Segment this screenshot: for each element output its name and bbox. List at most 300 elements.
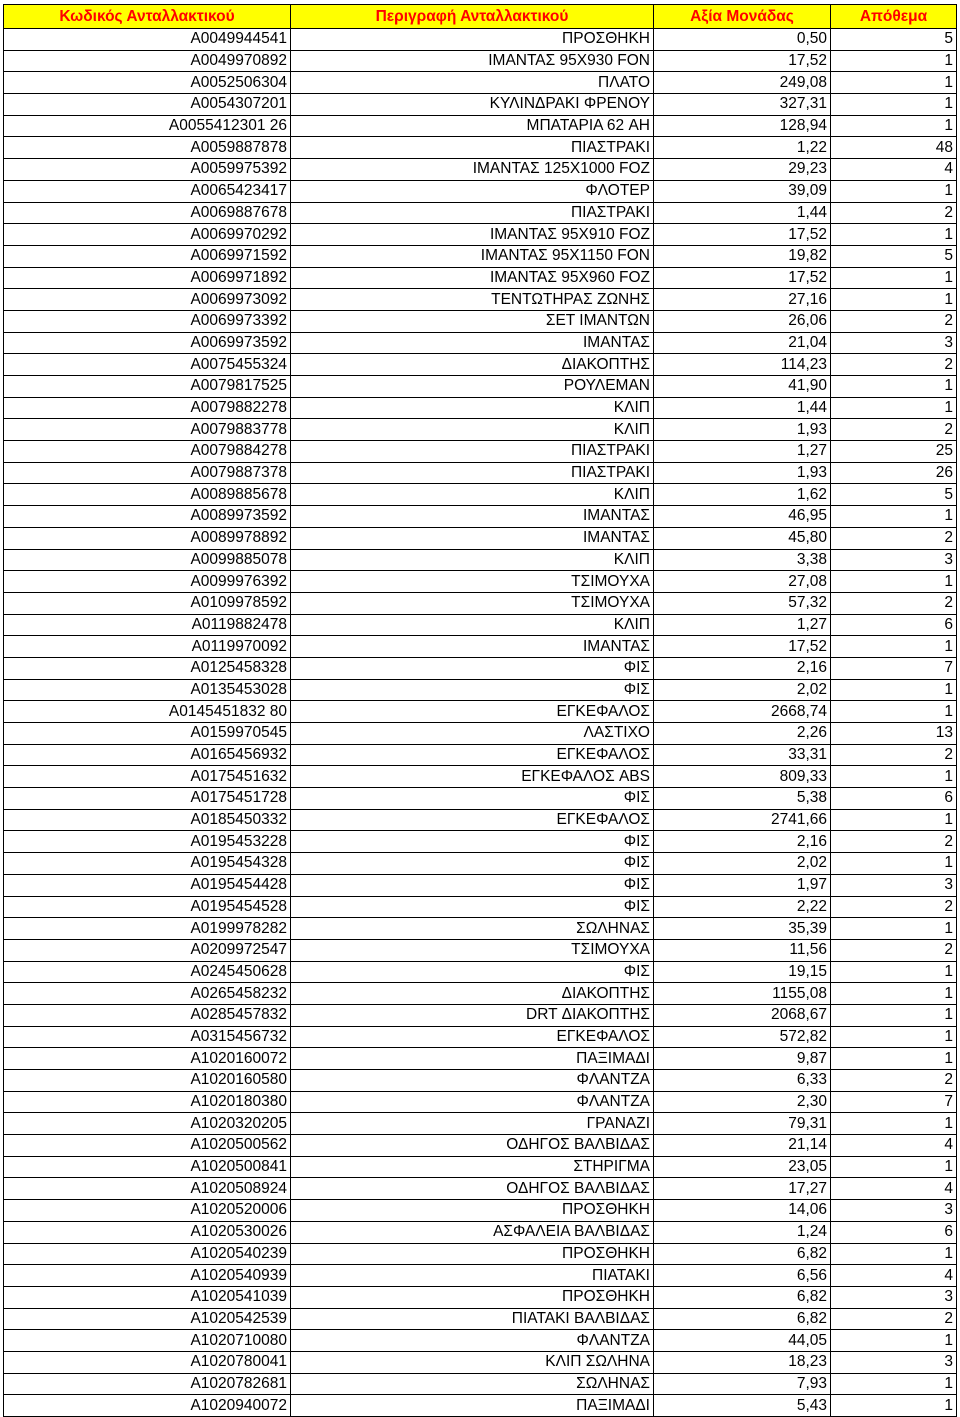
cell-stock: 2	[831, 354, 957, 376]
cell-stock: 3	[831, 332, 957, 354]
cell-unit-value: 1,27	[654, 441, 831, 463]
cell-unit-value: 46,95	[654, 506, 831, 528]
cell-stock: 1	[831, 1113, 957, 1135]
cell-part-code: A0079883778	[4, 419, 291, 441]
cell-part-code: A0135453028	[4, 679, 291, 701]
cell-stock: 3	[831, 549, 957, 571]
parts-table	[3, 4, 957, 1417]
cell-part-code: A0075455324	[4, 354, 291, 376]
cell-unit-value: 17,52	[654, 267, 831, 289]
cell-part-code: A0069970292	[4, 224, 291, 246]
table-row	[4, 419, 957, 441]
table-row	[4, 766, 957, 788]
cell-part-code: A0185450332	[4, 809, 291, 831]
cell-stock: 1	[831, 1330, 957, 1352]
cell-part-description: ΣΤΗΡΙΓΜΑ	[291, 1156, 654, 1178]
cell-unit-value: 1,93	[654, 462, 831, 484]
table-row	[4, 245, 957, 267]
cell-part-description: ΙΜΑΝΤΑΣ	[291, 332, 654, 354]
cell-part-code: A0285457832	[4, 1004, 291, 1026]
cell-part-description: ΠΙΑΤΑΚΙ ΒΑΛΒΙΔΑΣ	[291, 1308, 654, 1330]
table-row	[4, 918, 957, 940]
cell-part-code: A0069973092	[4, 289, 291, 311]
cell-part-description: ΦΙΣ	[291, 657, 654, 679]
cell-unit-value: 2,30	[654, 1091, 831, 1113]
cell-unit-value: 35,39	[654, 918, 831, 940]
cell-unit-value: 128,94	[654, 115, 831, 137]
cell-part-code: A0159970545	[4, 723, 291, 745]
cell-stock: 6	[831, 1221, 957, 1243]
table-row	[4, 679, 957, 701]
cell-part-description: ΠΡΟΣΘΗΚΗ	[291, 29, 654, 51]
cell-part-code: A1020500562	[4, 1135, 291, 1157]
cell-stock: 1	[831, 853, 957, 875]
cell-unit-value: 1,24	[654, 1221, 831, 1243]
cell-stock: 1	[831, 961, 957, 983]
cell-part-code: A0069971592	[4, 245, 291, 267]
cell-stock: 2	[831, 744, 957, 766]
table-row	[4, 72, 957, 94]
cell-part-description: ΠΡΟΣΘΗΚΗ	[291, 1243, 654, 1265]
cell-stock: 1	[831, 983, 957, 1005]
table-row	[4, 701, 957, 723]
cell-stock: 1	[831, 397, 957, 419]
cell-part-code: A0079817525	[4, 376, 291, 398]
cell-part-description: ΠΛΑΤΟ	[291, 72, 654, 94]
table-row	[4, 571, 957, 593]
cell-part-description: ΤΣΙΜΟΥΧΑ	[291, 939, 654, 961]
table-row	[4, 332, 957, 354]
table-row	[4, 137, 957, 159]
cell-part-description: ΠΙΑΣΤΡΑΚΙ	[291, 441, 654, 463]
cell-part-code: A0059887878	[4, 137, 291, 159]
cell-unit-value: 17,52	[654, 636, 831, 658]
cell-part-description: ΑΣΦΑΛΕΙΑ ΒΑΛΒΙΔΑΣ	[291, 1221, 654, 1243]
table-row	[4, 723, 957, 745]
cell-part-code: A0079887378	[4, 462, 291, 484]
cell-stock: 5	[831, 29, 957, 51]
cell-unit-value: 2,02	[654, 679, 831, 701]
cell-part-description: ΦΛΑΝΤΖΑ	[291, 1330, 654, 1352]
cell-unit-value: 6,56	[654, 1265, 831, 1287]
cell-unit-value: 6,82	[654, 1308, 831, 1330]
cell-part-description: ΚΛΙΠ	[291, 614, 654, 636]
cell-part-description: ΤΣΙΜΟΥΧΑ	[291, 592, 654, 614]
table-row	[4, 224, 957, 246]
cell-part-code: A1020940072	[4, 1395, 291, 1417]
table-row	[4, 1330, 957, 1352]
cell-stock: 2	[831, 202, 957, 224]
cell-unit-value: 26,06	[654, 310, 831, 332]
cell-stock: 1	[831, 224, 957, 246]
table-row	[4, 527, 957, 549]
cell-part-description: ΙΜΑΝΤΑΣ 95X960 FOZ	[291, 267, 654, 289]
table-row	[4, 1135, 957, 1157]
table-row	[4, 549, 957, 571]
cell-unit-value: 1,62	[654, 484, 831, 506]
cell-part-description: ΔΙΑΚΟΠΤΗΣ	[291, 983, 654, 1005]
table-row	[4, 376, 957, 398]
cell-stock: 3	[831, 1200, 957, 1222]
cell-stock: 2	[831, 592, 957, 614]
cell-part-description: ΦΙΣ	[291, 831, 654, 853]
cell-part-description: ΦΙΣ	[291, 874, 654, 896]
cell-part-description: ΕΓΚΕΦΑΛΟΣ	[291, 809, 654, 831]
table-row	[4, 1048, 957, 1070]
table-row	[4, 1113, 957, 1135]
cell-stock: 6	[831, 788, 957, 810]
cell-part-code: A1020160072	[4, 1048, 291, 1070]
cell-part-code: A1020500841	[4, 1156, 291, 1178]
cell-unit-value: 2741,66	[654, 809, 831, 831]
cell-part-code: A1020710080	[4, 1330, 291, 1352]
cell-part-description: ΟΔΗΓΟΣ ΒΑΛΒΙΔΑΣ	[291, 1178, 654, 1200]
cell-part-description: ΙΜΑΝΤΑΣ 125X1000 FOZ	[291, 159, 654, 181]
cell-unit-value: 1,97	[654, 874, 831, 896]
cell-part-code: A0119882478	[4, 614, 291, 636]
cell-part-code: A0145451832 80	[4, 701, 291, 723]
cell-part-description: ΟΔΗΓΟΣ ΒΑΛΒΙΔΑΣ	[291, 1135, 654, 1157]
cell-stock: 1	[831, 1004, 957, 1026]
cell-stock: 1	[831, 701, 957, 723]
cell-part-description: ΠΑΞΙΜΑΔΙ	[291, 1048, 654, 1070]
table-row	[4, 592, 957, 614]
cell-part-description: ΦΙΣ	[291, 679, 654, 701]
cell-part-description: ΚΛΙΠ	[291, 397, 654, 419]
header-stock: Απόθεμα	[831, 5, 957, 29]
table-row	[4, 1373, 957, 1395]
cell-part-description: ΠΙΑΣΤΡΑΚΙ	[291, 462, 654, 484]
cell-stock: 4	[831, 1265, 957, 1287]
cell-unit-value: 18,23	[654, 1351, 831, 1373]
cell-part-code: A0079882278	[4, 397, 291, 419]
table-body	[4, 29, 957, 1417]
header-part-code: Κωδικός Ανταλλακτικού	[4, 5, 291, 29]
cell-unit-value: 27,08	[654, 571, 831, 593]
cell-unit-value: 11,56	[654, 939, 831, 961]
cell-part-description: ΠΡΟΣΘΗΚΗ	[291, 1286, 654, 1308]
cell-part-code: A0099885078	[4, 549, 291, 571]
cell-part-code: A0125458328	[4, 657, 291, 679]
cell-part-code: A0055412301 26	[4, 115, 291, 137]
cell-part-description: ΤΕΝΤΩΤΗΡΑΣ ΖΩΝΗΣ	[291, 289, 654, 311]
cell-part-description: ΚΥΛΙΝΔΡΑΚΙ ΦΡΕΝΟΥ	[291, 94, 654, 116]
cell-part-description: ΠΙΑΤΑΚΙ	[291, 1265, 654, 1287]
cell-stock: 2	[831, 896, 957, 918]
table-row	[4, 939, 957, 961]
cell-stock: 6	[831, 614, 957, 636]
cell-stock: 2	[831, 831, 957, 853]
cell-unit-value: 21,14	[654, 1135, 831, 1157]
cell-part-code: A0052506304	[4, 72, 291, 94]
cell-part-description: ΔΙΑΚΟΠΤΗΣ	[291, 354, 654, 376]
cell-stock: 1	[831, 1395, 957, 1417]
cell-part-description: ΙΜΑΝΤΑΣ 95X910 FOZ	[291, 224, 654, 246]
cell-part-code: A1020541039	[4, 1286, 291, 1308]
cell-stock: 1	[831, 679, 957, 701]
cell-unit-value: 2668,74	[654, 701, 831, 723]
table-row	[4, 614, 957, 636]
cell-stock: 1	[831, 376, 957, 398]
cell-part-code: A0265458232	[4, 983, 291, 1005]
cell-unit-value: 44,05	[654, 1330, 831, 1352]
cell-part-code: A0089978892	[4, 527, 291, 549]
cell-unit-value: 1,44	[654, 202, 831, 224]
cell-stock: 1	[831, 1026, 957, 1048]
cell-unit-value: 27,16	[654, 289, 831, 311]
table-row	[4, 874, 957, 896]
cell-stock: 7	[831, 1091, 957, 1113]
cell-part-code: A1020520006	[4, 1200, 291, 1222]
table-row	[4, 853, 957, 875]
cell-unit-value: 1,22	[654, 137, 831, 159]
cell-part-code: A0199978282	[4, 918, 291, 940]
cell-stock: 1	[831, 267, 957, 289]
cell-unit-value: 2068,67	[654, 1004, 831, 1026]
cell-unit-value: 45,80	[654, 527, 831, 549]
cell-part-code: A0089973592	[4, 506, 291, 528]
table-row	[4, 1178, 957, 1200]
cell-stock: 4	[831, 1135, 957, 1157]
cell-unit-value: 14,06	[654, 1200, 831, 1222]
table-row	[4, 115, 957, 137]
cell-stock: 5	[831, 245, 957, 267]
cell-unit-value: 5,38	[654, 788, 831, 810]
cell-part-code: A0195454428	[4, 874, 291, 896]
cell-part-description: ΕΓΚΕΦΑΛΟΣ	[291, 1026, 654, 1048]
cell-stock: 25	[831, 441, 957, 463]
cell-part-code: A0165456932	[4, 744, 291, 766]
cell-unit-value: 327,31	[654, 94, 831, 116]
cell-stock: 2	[831, 419, 957, 441]
cell-stock: 48	[831, 137, 957, 159]
cell-stock: 1	[831, 636, 957, 658]
cell-unit-value: 3,38	[654, 549, 831, 571]
cell-part-description: ΜΠΑΤΑΡΙΑ 62 AH	[291, 115, 654, 137]
cell-part-code: A1020780041	[4, 1351, 291, 1373]
cell-stock: 1	[831, 571, 957, 593]
cell-part-code: A0109978592	[4, 592, 291, 614]
table-row	[4, 788, 957, 810]
cell-stock: 1	[831, 809, 957, 831]
cell-unit-value: 6,33	[654, 1070, 831, 1092]
cell-unit-value: 21,04	[654, 332, 831, 354]
cell-unit-value: 79,31	[654, 1113, 831, 1135]
cell-stock: 1	[831, 94, 957, 116]
table-row	[4, 657, 957, 679]
cell-part-description: ΦΛΑΝΤΖΑ	[291, 1091, 654, 1113]
cell-stock: 13	[831, 723, 957, 745]
table-row	[4, 1395, 957, 1417]
cell-stock: 7	[831, 657, 957, 679]
cell-part-code: A0175451632	[4, 766, 291, 788]
cell-part-description: ΣΩΛΗΝΑΣ	[291, 1373, 654, 1395]
table-row	[4, 1026, 957, 1048]
cell-stock: 1	[831, 1156, 957, 1178]
cell-part-description: ΦΙΣ	[291, 853, 654, 875]
table-row	[4, 961, 957, 983]
table-row	[4, 1156, 957, 1178]
cell-stock: 1	[831, 1373, 957, 1395]
cell-unit-value: 249,08	[654, 72, 831, 94]
cell-part-code: A0069887678	[4, 202, 291, 224]
cell-part-description: ΚΛΙΠ ΣΩΛΗΝΑ	[291, 1351, 654, 1373]
table-row	[4, 354, 957, 376]
cell-part-description: ΚΛΙΠ	[291, 484, 654, 506]
cell-part-code: A0049944541	[4, 29, 291, 51]
cell-unit-value: 9,87	[654, 1048, 831, 1070]
cell-part-code: A0209972547	[4, 939, 291, 961]
cell-part-description: ΦΛΑΝΤΖΑ	[291, 1070, 654, 1092]
cell-part-code: A0195454528	[4, 896, 291, 918]
cell-stock: 1	[831, 50, 957, 72]
cell-unit-value: 17,27	[654, 1178, 831, 1200]
cell-part-description: ΦΙΣ	[291, 896, 654, 918]
cell-stock: 1	[831, 72, 957, 94]
cell-part-description: ΡΟΥΛΕΜΑΝ	[291, 376, 654, 398]
cell-part-description: ΤΣΙΜΟΥΧΑ	[291, 571, 654, 593]
cell-unit-value: 33,31	[654, 744, 831, 766]
cell-unit-value: 17,52	[654, 50, 831, 72]
cell-part-code: A0119970092	[4, 636, 291, 658]
cell-part-description: ΕΓΚΕΦΑΛΟΣ	[291, 744, 654, 766]
cell-part-code: A1020508924	[4, 1178, 291, 1200]
table-row	[4, 441, 957, 463]
cell-part-code: A0195454328	[4, 853, 291, 875]
table-row	[4, 506, 957, 528]
table-row	[4, 94, 957, 116]
cell-part-description: DRT ΔΙΑΚΟΠΤΗΣ	[291, 1004, 654, 1026]
cell-part-code: A0059975392	[4, 159, 291, 181]
cell-part-description: ΠΙΑΣΤΡΑΚΙ	[291, 202, 654, 224]
table-row	[4, 1091, 957, 1113]
table-row	[4, 1221, 957, 1243]
cell-part-code: A0079884278	[4, 441, 291, 463]
cell-unit-value: 29,23	[654, 159, 831, 181]
cell-part-description: ΙΜΑΝΤΑΣ	[291, 527, 654, 549]
cell-unit-value: 1,93	[654, 419, 831, 441]
cell-part-code: A0069973392	[4, 310, 291, 332]
cell-unit-value: 7,93	[654, 1373, 831, 1395]
cell-part-code: A0054307201	[4, 94, 291, 116]
table-row	[4, 1004, 957, 1026]
table-row	[4, 1070, 957, 1092]
table-row	[4, 1286, 957, 1308]
cell-stock: 1	[831, 918, 957, 940]
cell-stock: 3	[831, 1286, 957, 1308]
cell-part-code: A0089885678	[4, 484, 291, 506]
cell-part-code: A0099976392	[4, 571, 291, 593]
cell-part-code: A1020542539	[4, 1308, 291, 1330]
cell-part-description: ΓΡΑΝΑΖΙ	[291, 1113, 654, 1135]
table-row	[4, 1200, 957, 1222]
cell-part-description: ΠΙΑΣΤΡΑΚΙ	[291, 137, 654, 159]
table-row	[4, 289, 957, 311]
table-row	[4, 29, 957, 51]
cell-stock: 5	[831, 484, 957, 506]
cell-unit-value: 2,16	[654, 831, 831, 853]
cell-stock: 2	[831, 1070, 957, 1092]
table-row	[4, 397, 957, 419]
cell-part-description: ΙΜΑΝΤΑΣ 95X930 FON	[291, 50, 654, 72]
cell-unit-value: 2,02	[654, 853, 831, 875]
table-row	[4, 809, 957, 831]
cell-unit-value: 19,82	[654, 245, 831, 267]
table-row	[4, 267, 957, 289]
cell-unit-value: 17,52	[654, 224, 831, 246]
header-row	[4, 5, 957, 29]
cell-stock: 2	[831, 310, 957, 332]
cell-unit-value: 1,27	[654, 614, 831, 636]
table-row	[4, 636, 957, 658]
cell-unit-value: 57,32	[654, 592, 831, 614]
cell-unit-value: 0,50	[654, 29, 831, 51]
cell-stock: 1	[831, 1243, 957, 1265]
cell-part-code: A1020540939	[4, 1265, 291, 1287]
table-row	[4, 1265, 957, 1287]
cell-unit-value: 23,05	[654, 1156, 831, 1178]
cell-part-code: A0069971892	[4, 267, 291, 289]
table-row	[4, 1243, 957, 1265]
cell-unit-value: 41,90	[654, 376, 831, 398]
header-unit-value: Αξία Μονάδας	[654, 5, 831, 29]
cell-stock: 1	[831, 506, 957, 528]
cell-stock: 2	[831, 1308, 957, 1330]
cell-part-code: A1020540239	[4, 1243, 291, 1265]
cell-part-code: A1020782681	[4, 1373, 291, 1395]
cell-part-code: A0195453228	[4, 831, 291, 853]
cell-unit-value: 2,22	[654, 896, 831, 918]
cell-stock: 1	[831, 115, 957, 137]
table-row	[4, 484, 957, 506]
cell-part-description: ΣΕΤ ΙΜΑΝΤΩΝ	[291, 310, 654, 332]
cell-stock: 1	[831, 1048, 957, 1070]
table-row	[4, 50, 957, 72]
cell-part-code: A1020160580	[4, 1070, 291, 1092]
cell-unit-value: 1155,08	[654, 983, 831, 1005]
cell-unit-value: 19,15	[654, 961, 831, 983]
cell-part-code: A0069973592	[4, 332, 291, 354]
cell-part-description: ΦΙΣ	[291, 788, 654, 810]
cell-part-code: A1020180380	[4, 1091, 291, 1113]
cell-part-code: A0049970892	[4, 50, 291, 72]
cell-stock: 26	[831, 462, 957, 484]
cell-part-description: ΚΛΙΠ	[291, 549, 654, 571]
cell-unit-value: 6,82	[654, 1243, 831, 1265]
cell-unit-value: 2,16	[654, 657, 831, 679]
header-part-description: Περιγραφή Ανταλλακτικού	[291, 5, 654, 29]
cell-part-description: ΦΛΟΤΕΡ	[291, 180, 654, 202]
cell-part-description: ΕΓΚΕΦΑΛΟΣ ABS	[291, 766, 654, 788]
table-row	[4, 983, 957, 1005]
cell-part-description: ΦΙΣ	[291, 961, 654, 983]
table-row	[4, 462, 957, 484]
cell-unit-value: 809,33	[654, 766, 831, 788]
cell-unit-value: 1,44	[654, 397, 831, 419]
table-row	[4, 831, 957, 853]
cell-part-code: A0065423417	[4, 180, 291, 202]
table-row	[4, 202, 957, 224]
cell-unit-value: 114,23	[654, 354, 831, 376]
cell-part-description: ΠΑΞΙΜΑΔΙ	[291, 1395, 654, 1417]
cell-stock: 2	[831, 527, 957, 549]
cell-unit-value: 572,82	[654, 1026, 831, 1048]
cell-stock: 1	[831, 289, 957, 311]
table-row	[4, 1351, 957, 1373]
table-row	[4, 744, 957, 766]
table-row	[4, 896, 957, 918]
cell-unit-value: 39,09	[654, 180, 831, 202]
